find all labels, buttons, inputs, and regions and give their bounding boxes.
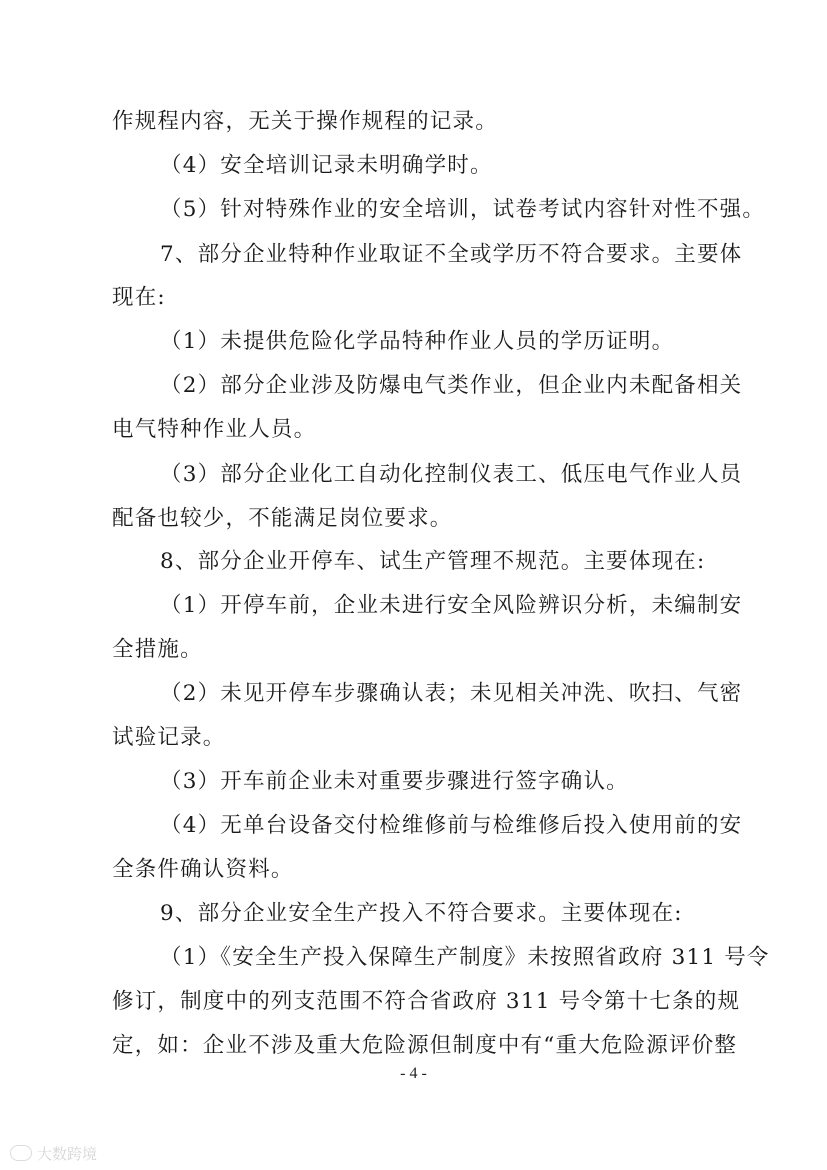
text-line: （1）未提供危险化学品特种作业人员的学历证明。 [160, 329, 675, 354]
text-line: 配备也较少，不能满足岗位要求。 [112, 506, 453, 531]
text-line: 现在: [112, 285, 166, 310]
watermark-logo-icon [10, 1145, 32, 1161]
text-line: （4）无单台设备交付检维修前与检维修后投入使用前的安 [160, 813, 743, 838]
text-line: 电气特种作业人员。 [112, 417, 317, 442]
text-line: （5）针对特殊作业的安全培训，试卷考试内容针对性不强。 [160, 197, 766, 222]
text-line: 试验记录。 [112, 725, 226, 750]
text-line: （3）开车前企业未对重要步骤进行签字确认。 [160, 769, 629, 794]
text-line: 全措施。 [112, 637, 203, 662]
text-line: （4）安全培训记录未明确学时。 [160, 153, 493, 178]
text-line: 9、部分企业安全生产投入不符合要求。主要体现在: [160, 901, 683, 926]
text-line: 定，如：企业不涉及重大危险源但制度中有“重大危险源评价整 [112, 1033, 738, 1058]
text-line: （1）《安全生产投入保障生产制度》未按照省政府 311 号令 [160, 945, 770, 970]
text-line: 作规程内容，无关于操作规程的记录。 [112, 109, 498, 134]
page-number: - 4 - [400, 1065, 427, 1082]
text-line: （3）部分企业化工自动化控制仪表工、低压电气作业人员 [160, 462, 743, 487]
text-line: （2）未见开停车步骤确认表；未见相关冲洗、吹扫、气密 [160, 681, 743, 706]
text-line: （1）开停车前，企业未进行安全风险辨识分析，未编制安 [160, 593, 743, 618]
watermark-text: 大数跨境 [37, 1145, 98, 1163]
watermark [10, 1142, 97, 1164]
text-line: 8、部分企业开停车、试生产管理不规范。主要体现在: [160, 549, 706, 574]
text-line: （2）部分企业涉及防爆电气类作业，但企业内未配备相关 [160, 373, 743, 398]
text-line: 全条件确认资料。 [112, 857, 294, 882]
text-line: 修订，制度中的列支范围不符合省政府 311 号令第十七条的规 [112, 989, 741, 1014]
text-line: 7、部分企业特种作业取证不全或学历不符合要求。主要体 [160, 242, 743, 267]
